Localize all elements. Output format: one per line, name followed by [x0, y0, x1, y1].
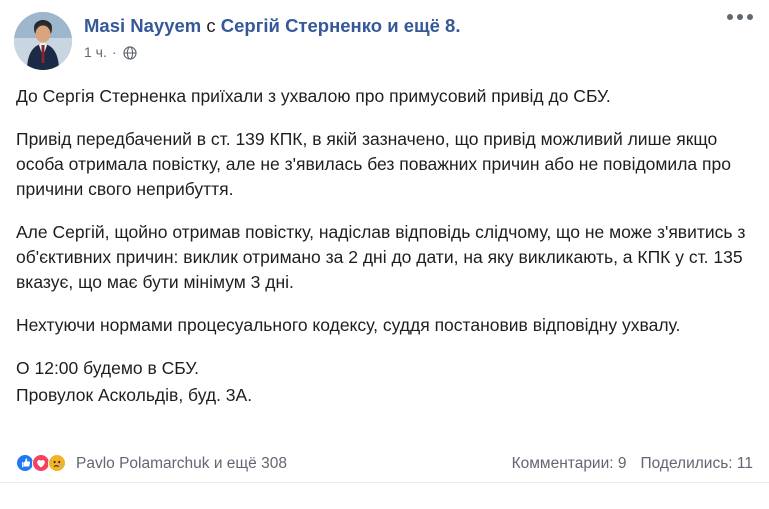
menu-dot: [727, 14, 733, 20]
shares-count[interactable]: Поделились: 11: [640, 454, 753, 472]
post-header-text: [84, 12, 460, 60]
byline-conjunction: с: [206, 15, 216, 36]
sad-reaction-icon[interactable]: [48, 454, 67, 473]
comments-count[interactable]: Комментарии: 9: [511, 454, 627, 472]
more-tagged-link[interactable]: и ещё 8.: [387, 15, 461, 36]
post-paragraph: Привід передбачений в ст. 139 КПК, в якій зазначено, що привід можливий лише якщо особа отримала повістку, але не з'явилась без поважних причин або не повідомила про причини свого неприбуття.: [16, 129, 731, 199]
author-name[interactable]: Masi Nayyem: [84, 15, 202, 36]
post-body: [0, 70, 769, 408]
post-paragraph: О 12:00 будемо в СБУ.: [16, 358, 200, 378]
more-options-icon[interactable]: [727, 14, 753, 20]
post-paragraph: До Сергія Стерненка приїхали з ухвалою про примусовий привід до СБУ.: [16, 86, 611, 106]
menu-dot: [737, 14, 743, 20]
post-footer: [0, 454, 769, 473]
meta-separator: ·: [111, 44, 117, 60]
post-paragraph: Провулок Аскольдів, буд. 3А.: [16, 385, 253, 405]
post-paragraph: Але Сергій, щойно отримав повістку, надіслав відповідь слідчому, що не може з'явитись з об'єктивних причин: виклик отримано за 2 дні до дати, на яку викликають, а КПК у ст. 135 вказує, що має бути мінімум 3 дні.: [16, 222, 746, 292]
menu-dot: [747, 14, 753, 20]
globe-icon[interactable]: [123, 46, 137, 60]
avatar[interactable]: [14, 12, 72, 70]
footer-divider: [0, 482, 769, 483]
post-counts: [512, 455, 753, 473]
reaction-icons-group[interactable]: [16, 454, 287, 473]
post-header: [0, 0, 769, 70]
byline: [84, 14, 460, 38]
reactors-text[interactable]: Pavlo Polamarchuk и ещё 308: [76, 454, 287, 472]
post-paragraph: Нехтуючи нормами процесуального кодексу, суддя постановив відповідну ухвалу.: [16, 315, 681, 335]
tagged-person-link[interactable]: Сергій Стерненко: [220, 15, 383, 36]
post-meta: [84, 44, 460, 60]
post-timestamp[interactable]: 1 ч.: [84, 44, 107, 60]
